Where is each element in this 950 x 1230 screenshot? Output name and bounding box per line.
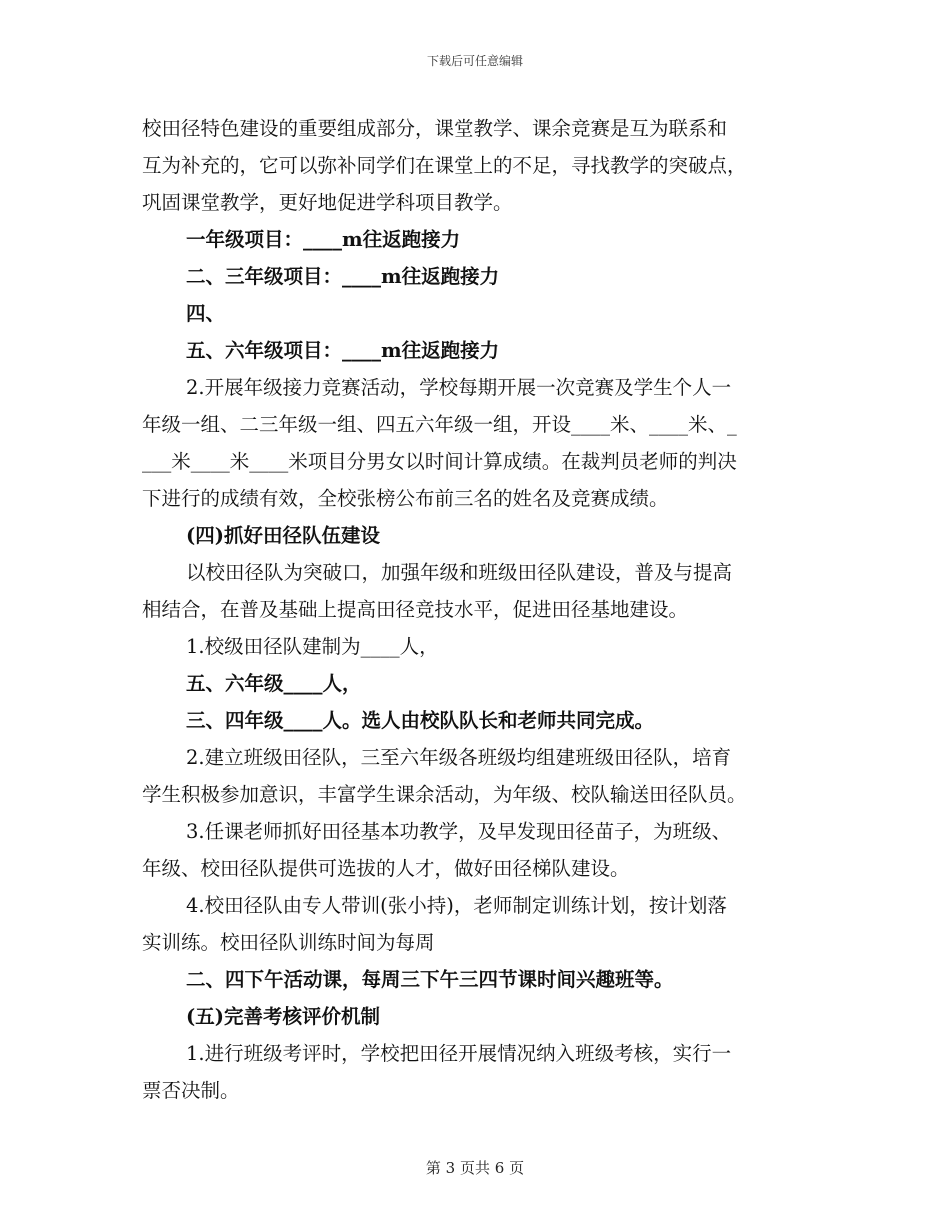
- text-line: 二、三年级项目：____m往返跑接力: [186, 265, 500, 288]
- text-line: (四)抓好田径队伍建设: [186, 524, 380, 547]
- text-line: 实训练。校田径队训练时间为每周: [142, 931, 435, 954]
- text-line: 相结合，在普及基础上提高田径竞技水平，促进田径基地建设。: [142, 598, 689, 621]
- text-line: 以校田径队为突破口，加强年级和班级田径队建设，普及与提高: [186, 561, 733, 584]
- text-line: 3.任课老师抓好田径基本功教学，及早发现田径苗子，为班级、: [186, 820, 732, 843]
- text-line: 二、四下午活动课，每周三下午三四节课时间兴趣班等。: [186, 968, 674, 991]
- text-line: 四、: [186, 302, 226, 325]
- text-line: 下进行的成绩有效，全校张榜公布前三名的姓名及竞赛成绩。: [142, 487, 669, 510]
- text-line: 五、六年级____人，: [186, 672, 362, 695]
- text-line: 1.校级田径队建制为____人，: [186, 635, 439, 658]
- document-body: [142, 110, 812, 1109]
- text-line: 票否决制。: [142, 1079, 240, 1102]
- text-line: 年级、校田径队提供可选拔的人才，做好田径梯队建设。: [142, 857, 630, 880]
- text-line: 2.开展年级接力竞赛活动，学校每期开展一次竞赛及学生个人一: [186, 376, 732, 399]
- text-line: 4.校田径队由专人带训(张小持)，老师制定训练计划，按计划落: [186, 894, 727, 917]
- text-line: 2.建立班级田径队，三至六年级各班级均组建班级田径队，培育: [186, 746, 732, 769]
- page-header: 下载后可任意编辑: [426, 54, 523, 68]
- text-line: 五、六年级项目：____m往返跑接力: [186, 339, 500, 362]
- text-line: 巩固课堂教学，更好地促进学科项目教学。: [142, 191, 513, 214]
- page-number: 第 3 页共 6 页: [425, 1159, 525, 1177]
- text-line: 校田径特色建设的重要组成部分，课堂教学、课余竞赛是互为联系和: [142, 117, 728, 140]
- text-line: 学生积极参加意识，丰富学生课余活动，为年级、校队输送田径队员。: [142, 783, 747, 806]
- text-line: 互为补充的，它可以弥补同学们在课堂上的不足，寻找教学的突破点，: [142, 154, 747, 177]
- text-line: 三、四年级____人。选人由校队队长和老师共同完成。: [186, 709, 655, 732]
- text-line: 一年级项目：____m往返跑接力: [186, 228, 461, 251]
- text-line: (五)完善考核评价机制: [186, 1005, 380, 1028]
- text-line: ___米____米____米项目分男女以时间计算成绩。在裁判员老师的判决: [142, 450, 737, 473]
- text-line: 年级一组、二三年级一组、四五六年级一组，开设____米、____米、_: [142, 413, 737, 436]
- text-line: 1.进行班级考评时，学校把田径开展情况纳入班级考核，实行一: [186, 1042, 732, 1065]
